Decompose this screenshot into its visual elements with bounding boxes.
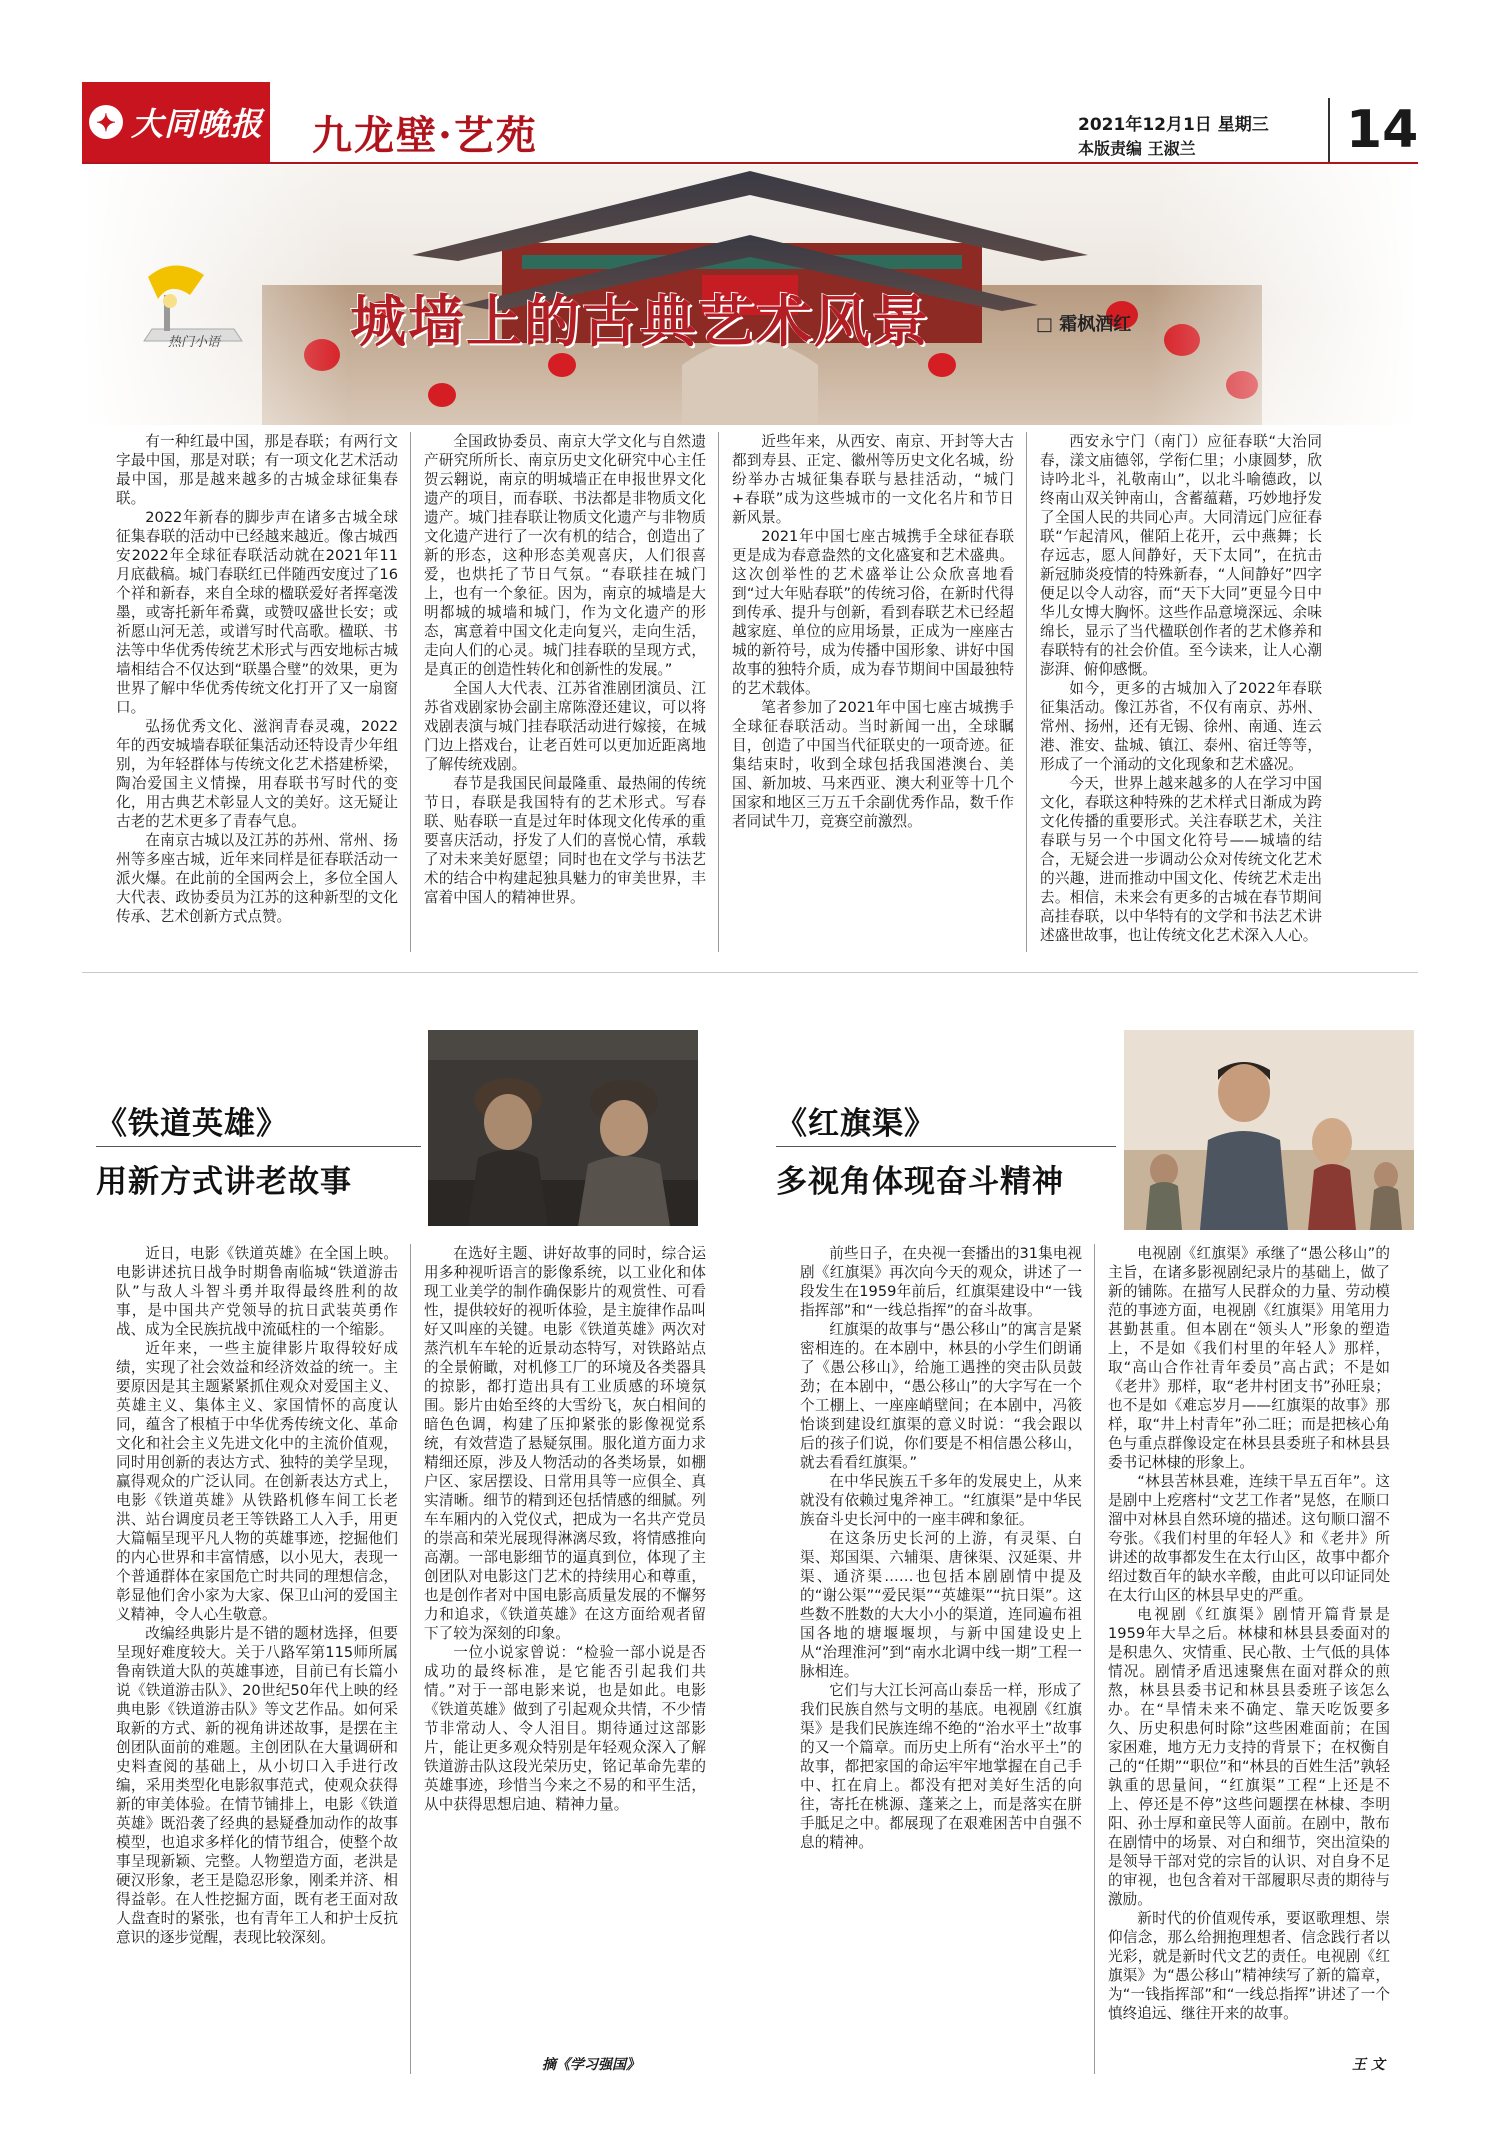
lead-column-2 — [424, 432, 706, 952]
header-rule — [82, 162, 1418, 164]
lead-paragraph: 全国政协委员、南京大学文化与自然遗产研究所所长、南京历史文化研究中心主任贺云翱说，南京的明城墙正在申报世界文化遗产的项目，而春联、书法都是非物质文化遗产。城门挂春联让物质文化遗产与非物质文化遗产进行了一次有机的结合，创造出了新的形态，这种形态美观喜庆，人们很喜爱，也烘托了节日气氛。“春联挂在城门上，也有一个象征。因为，南京的城墙是大明都城的城墙和城门，作为文化遗产的形态，寓意着中国文化走向复兴，走向生活，走向人们的心灵。城门挂春联的呈现方式，是真正的创造性转化和创新性的发展。” — [424, 433, 706, 678]
canal-paragraph: 电视剧《红旗渠》承继了“愚公移山”的主旨，在诸多影视剧纪录片的基础上，做了新的铺陈。在描写人民群众的力量、劳动模范的事迹方面，电视剧《红旗渠》用笔用力甚勤甚重。但本剧在“领头人”形象的塑造上，不是如《我们村里的年轻人》那样，取“高山合作社青年委员”高占武；不是如《老井》那样，取“老井村团支书”孙旺泉；也不是如《难忘岁月——红旗渠的故事》那样，取“井上村青年”孙二旺；而是把核心角色与重点群像设定在林县县委班子和林县县委书记林棣的形象上。 — [1108, 1245, 1390, 1471]
drama-still-image — [1124, 1030, 1414, 1230]
column-divider — [410, 432, 411, 952]
canal-column-1 — [800, 1244, 1082, 2074]
lead-headline: 城墙上的古典艺术风景 — [350, 289, 930, 355]
lead-paragraph: 弘扬优秀文化、滋润青春灵魂，2022年的西安城墙春联征集活动还特设青少年组别，为年轻群体与传统文化艺术搭建桥梁，陶冶爱国主义情操，用春联书写时代的变化，用古典艺术彰显人文的美好。这无疑让古老的艺术更多了青春气息。 — [116, 718, 398, 830]
canal-paragraph: 新时代的价值观传承，要讴歌理想、崇仰信念，那么给拥抱理想者、信念践行者以光彩，就是新时代文艺的责任。电视剧《红旗渠》为“愚公移山”精神续写了新的篇章，为“一钱指挥部”和“一线总指挥”讲述了一个慎终追远、继往开来的故事。 — [1108, 1910, 1390, 2022]
column-divider — [1026, 432, 1027, 952]
railway-title-line2: 用新方式讲老故事 — [96, 1164, 352, 1200]
lead-column-1 — [116, 432, 398, 952]
railway-signature: 摘《学习强国》 — [542, 2057, 640, 2073]
canal-title-line2: 多视角体现奋斗精神 — [776, 1164, 1064, 1200]
film-still-image — [428, 1030, 698, 1226]
canal-paragraph: “林县苦林县难，连续干旱五百年”。这是剧中上疙瘩村“文艺工作者”晃悠，在顺口溜中对林县自然环境的描述。这句顺口溜不夸张。《我们村里的年轻人》和《老井》所讲述的故事都发生在太行山区，故事中都介绍过数百年的缺水辛酸，由此可以印证同处在太行山区的林县早史的严重。 — [1108, 1473, 1390, 1604]
canal-paragraph: 它们与大江长河高山泰岳一样，形成了我们民族自然与文明的基底。电视剧《红旗渠》是我们民族连绵不绝的“治水平土”故事的又一个篇章。而历史上所有“治水平土”的故事，都把家国的命运牢牢地掌握在自己手中、扛在肩上。都没有把对美好生活的向往，寄托在桃源、蓬莱之上，而是落实在胼手胝足之中。都展现了在艰难困苦中自强不息的精神。 — [800, 1682, 1082, 1851]
railway-paragraph: 改编经典影片是不错的题材选择，但要呈现好难度较大。关于八路军第115师所属鲁南铁道大队的英雄事迹，目前已有长篇小说《铁道游击队》、20世纪50年代上映的经典电影《铁道游击队》等文艺作品。如何采取新的方式、新的视角讲述故事，是摆在主创团队面前的难题。主创团队在大量调研和史料查阅的基础上，从小切口入手进行改编，采用类型化电影叙事范式，使观众获得新的审美体验。在情节铺排上，电影《铁道英雄》既沿袭了经典的悬疑叠加动作的故事模型，也追求多样化的情节组合，使整个故事呈现新颖、完整。人物塑造方面，老洪是硬汉形象，老王是隐忍形象，刚柔并济、相得益彰。在人性挖掘方面，既有老王面对敌人盘查时的紧张，也有青年工人和护士反抗意识的逐步觉醒，表现比较深刻。 — [116, 1625, 398, 1946]
canal-paragraph: 在这条历史长河的上游，有灵渠、白渠、郑国渠、六辅渠、唐徕渠、汉延渠、井渠、通济渠……也包括本剧剧情中提及的“谢公渠”“爱民渠”“英雄渠”“抗日渠”。这些数不胜数的大大小小的渠道，连同遍布祖国各地的塘堰堰坝，与新中国建设史上从“治理淮河”到“南水北调中线一期”工程一脉相连。 — [800, 1530, 1082, 1680]
header-divider — [1328, 98, 1330, 162]
section-separator — [82, 972, 1418, 973]
lead-paragraph: 全国人大代表、江苏省淮剧团演员、江苏省戏剧家协会副主席陈澄还建议，可以将戏剧表演与城门挂春联活动进行嫁接，在城门边上搭戏台，让老百姓可以更加近距离地了解传统戏剧。 — [424, 680, 706, 773]
flame-icon: ✦ — [89, 105, 123, 139]
railway-column-1 — [116, 1244, 398, 2074]
railway-column-2 — [424, 1244, 706, 2050]
railway-paragraph: 在选好主题、讲好故事的同时，综合运用多种视听语言的影像系统，以工业化和体现工业美学的制作确保影片的观赏性、可看性，提供较好的视听体验，是主旋律作品叫好又叫座的关键。电影《铁道英雄》两次对蒸汽机车车轮的近景动态特写，对铁路站点的全景俯瞰，对机修工厂的环境及各类器具的掠影，都打造出具有工业质感的环境氛围。影片由始至终的大雪纷飞，灰白相间的暗色色调，构建了压抑紧张的影像视觉系统，有效营造了悬疑氛围。服化道方面力求精细还原，涉及人物活动的各类场景，如棚户区、家居摆设、日常用具等一应俱全、真实清晰。细节的精到还包括情感的细腻。列车车厢内的入党仪式，把成为一名共产党员的崇高和荣光展现得淋漓尽致，将情感推向高潮。一部电影细节的逼真到位，体现了主创团队对电影这门艺术的持续用心和尊重，也是创作者对中国电影高质量发展的不懈努力和追求，《铁道英雄》在这方面给观者留下了较为深刻的印象。 — [424, 1245, 706, 1642]
canal-drama-still — [1124, 1030, 1414, 1230]
railway-title-rule — [96, 1146, 421, 1147]
page-number: 14 — [1346, 100, 1419, 160]
lead-column-4 — [1040, 432, 1322, 952]
lead-paragraph: 近些年来，从西安、南京、开封等大古都到寿县、正定、徽州等历史文化名城，纷纷举办古城征集春联与悬挂活动，“城门+春联”成为这些城市的一文化名片和节日新风景。 — [732, 433, 1014, 526]
canal-paragraph: 电视剧《红旗渠》剧情开篇背景是1959年大旱之后。林棣和林县县委面对的是积患久、灾情重、民心散、士气低的具体情况。剧情矛盾迅速聚焦在面对群众的煎熬，林县县委书记和林县县委班子该怎么办。在“旱情未来不确定、靠天吃饭要多久、历史积患何时除”这些困难面前；在国家困难，地方无力支持的背景下；在权衡自己的“任期”“职位”和“林县的百姓生活”孰轻孰重的思量间，“红旗渠”工程“上还是不上、停还是不停”这些问题摆在林棣、李明阳、孙士厚和童民等人面前。在剧中，散布在剧情中的场景、对白和细节，突出渲染的是领导干部对党的宗旨的认识、对自身不足的审视，也包含着对干部履职尽责的期待与激励。 — [1108, 1606, 1390, 1908]
canal-paragraph: 红旗渠的故事与“愚公移山”的寓言是紧密相连的。在本剧中，林县的小学生们朗诵了《愚公移山》，给施工遇挫的突击队员鼓劲；在本剧中，“愚公移山”的大字写在一个个工棚上、一座座峭壁间；在本剧中，冯筱怡谈到建设红旗渠的意义时说：“我会跟以后的孩子们说，你们要是不相信愚公移山，就去看看红旗渠。” — [800, 1321, 1082, 1471]
masthead-name: 大同晚报 — [130, 105, 263, 143]
railway-film-still — [428, 1030, 698, 1226]
canal-paragraph: 前些日子，在央视一套播出的31集电视剧《红旗渠》再次向今天的观众，讲述了一段发生在1959年前后，红旗渠建设中“一钱指挥部”和“一线总指挥”的奋斗故事。 — [800, 1245, 1082, 1319]
canal-column-2 — [1108, 1244, 1390, 2050]
canal-paragraph: 在中华民族五千多年的发展史上，从来就没有依赖过鬼斧神工。“红旗渠”是中华民族奋斗史长河中的一座丰碑和象征。 — [800, 1473, 1082, 1528]
lead-paragraph: 在南京古城以及江苏的苏州、常州、扬州等多座古城，近年来同样是征春联活动一派火爆。在此前的全国两会上，多位全国人大代表、政协委员为江苏的这种新型的文化传承、艺术创新方式点赞。 — [116, 832, 398, 925]
column-tag-text: 热门小语 — [168, 335, 221, 350]
canal-title-line1: 《红旗渠》 — [776, 1106, 936, 1142]
lead-paragraph: 如今，更多的古城加入了2022年春联征集活动。像江苏省，不仅有南京、苏州、常州、扬州，还有无锡、徐州、南通、连云港、淮安、盐城、镇江、泰州、宿迁等等，形成了一个涌动的文化现象和艺术盛况。 — [1040, 680, 1322, 773]
lead-column-3 — [732, 432, 1014, 952]
lead-paragraph: 笔者参加了2021年中国七座古城携手全球征春联活动。当时新闻一出，全球瞩目，创造了中国当代征联史的一项奇迹。征集结束时，收到全球包括我国港澳台、美国、新加坡、马来西亚、澳大利亚等十几个国家和地区三万五千余副优秀作品，数千作者同试牛刀，竞赛空前激烈。 — [732, 699, 1014, 830]
issue-date: 2021年12月1日 星期三 — [1078, 115, 1269, 135]
masthead-logo — [82, 82, 270, 162]
column-divider — [1094, 1244, 1095, 2074]
railway-paragraph: 近日，电影《铁道英雄》在全国上映。电影讲述抗日战争时期鲁南临城“铁道游击队”与敌人斗智斗勇并取得最终胜利的故事，是中国共产党领导的抗日武装英勇作战、成为全民族抗战中流砥柱的一个缩影。 — [116, 1245, 398, 1338]
lead-paragraph: 今天，世界上越来越多的人在学习中国文化，春联这种特殊的艺术样式日渐成为跨文化传播的重要形式。关注春联艺术，关注春联与另一个中国文化符号——城墙的结合，无疑会进一步调动公众对传统文化艺术的兴趣，进而推动中国文化、传统艺术走出去。相信，未来会有更多的古城在春节期间高挂春联，以中华特有的文学和书法艺术讲述盛世故事，也让传统文化艺术深入人心。 — [1040, 775, 1322, 944]
canal-title-rule — [776, 1146, 1116, 1147]
lead-byline: □ 霜枫酒红 — [1036, 314, 1132, 335]
section-title: 九龙壁·艺苑 — [312, 112, 538, 159]
lead-paragraph: 2022年新春的脚步声在诸多古城全球征集春联的活动中已经越来越近。像古城西安2022年全球征春联活动就在2021年11月底截稿。城门春联红已伴随西安度过了16个祥和新春，来自全球的楹联爱好者挥毫泼墨，或寄托新年希冀，或赞叹盛世长安；或祈愿山河无恙，或谱写时代高歌。楹联、书法等中华优秀传统艺术形式与西安地标古城墙相结合不仅达到“联墨合璧”的效果，更为世界了解中华优秀传统文化打开了又一扇窗口。 — [116, 509, 398, 716]
page-editor: 本版责编 王淑兰 — [1078, 139, 1196, 158]
column-divider — [718, 432, 719, 952]
railway-title-line1: 《铁道英雄》 — [96, 1106, 288, 1142]
lead-paragraph: 2021年中国七座古城携手全球征春联更是成为春意盎然的文化盛宴和艺术盛典。这次创举性的艺术盛举让公众欣喜地看到“过大年贴春联”的传统习俗，在新时代得到传承、提升与创新，看到春联艺术已经超越家庭、单位的应用场景，正成为一座座古城的新符号，成为传播中国形象、讲好中国故事的独特介质，成为春节期间中国最独特的艺术载体。 — [732, 528, 1014, 697]
lead-paragraph: 有一种红最中国，那是春联；有两行文字最中国，那是对联；有一项文化艺术活动最中国，那是越来越多的古城金球征集春联。 — [116, 433, 398, 507]
lead-paragraph: 西安永宁门（南门）应征春联“大治同春，漾文庙德邻，学衔仁里；小康圆梦，欣诗吟北斗，礼敬南山”，以北斗喻德政，以终南山双关钟南山，含蓄蕴藉，巧妙地抒发了全国人民的共同心声。大同清远门应征春联“乍起清风，催陌上花开，云中燕舞；长存远志，愿人间静好，天下太同”，在抗击新冠肺炎疫情的特殊新春，“人间静好”四字便足以令人动容，而“天下大同”更显今日中华儿女博大胸怀。这些作品意境深远、余味绵长，显示了当代楹联创作者的艺术修养和春联特有的社会价值。至今读来，让人心潮澎湃、俯仰感慨。 — [1040, 433, 1322, 678]
lead-paragraph: 春节是我国民间最隆重、最热闹的传统节日，春联是我国特有的艺术形式。写春联、贴春联一直是过年时体现文化传承的重要喜庆活动，抒发了人们的喜悦心情，承载了对未来美好愿望；同时也在文学与书法艺术的结合中构建起独具魅力的审美世界，丰富着中国人的精神世界。 — [424, 775, 706, 906]
column-tag — [134, 255, 264, 355]
canal-signature: 王 文 — [1352, 2057, 1385, 2073]
railway-paragraph: 近年来，一些主旋律影片取得较好成绩，实现了社会效益和经济效益的统一。主要原因是其主题紧紧抓住观众对爱国主义、英雄主义、集体主义、家国情怀的高度认同，蕴含了根植于中华优秀传统文化、革命文化和社会主义先进文化中的主流价值观，同时用创新的表达方式、独特的美学呈现，赢得观众的广泛认同。在创新表达方式上，电影《铁道英雄》从铁路机修车间工长老洪、站台调度员老王等铁路工人入手，用更大篇幅呈现平凡人物的英雄事迹，挖掘他们的内心世界和丰富情感，以小见大，表现一个普通群体在家国危亡时共同的理想信念，彰显他们舍小家为大家、保卫山河的爱国主义精神，令人心生敬意。 — [116, 1340, 398, 1623]
railway-paragraph: 一位小说家曾说：“检验一部小说是否成功的最终标准，是它能否引起我们共情。”对于一部电影来说，也是如此。电影《铁道英雄》做到了引起观众共情，不少情节非常动人、令人泪目。期待通过这部影片，能让更多观众特别是年轻观众深入了解铁道游击队这段光荣历史，铭记革命先辈的英雄事迹，珍惜当今来之不易的和平生活，从中获得思想启迪、精神力量。 — [424, 1644, 706, 1813]
column-divider — [410, 1244, 411, 2074]
